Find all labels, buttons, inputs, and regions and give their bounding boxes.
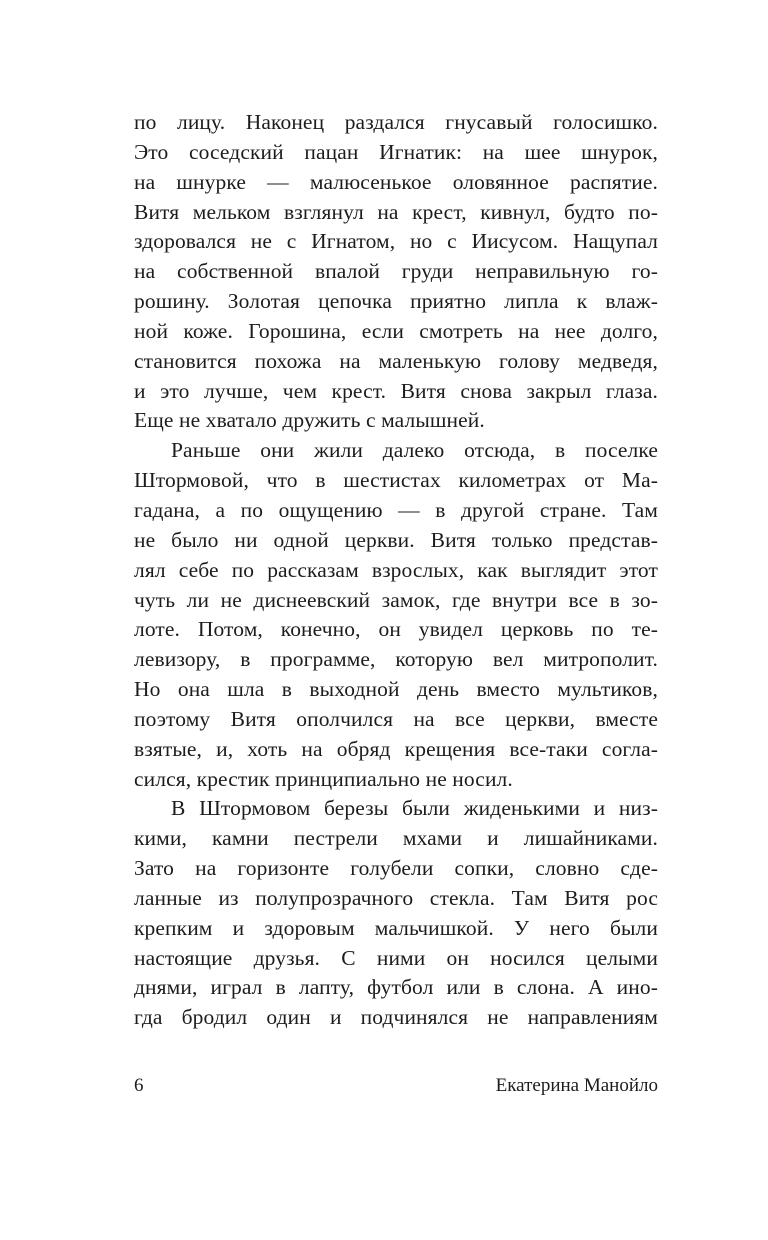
text-line: кими, камни пестрели мхами и лишайниками. — [134, 826, 658, 851]
text-line: настоящие друзья. С ними он носился целыми — [134, 945, 658, 970]
text-line: сился, крестик принципиально не носил. — [134, 766, 513, 791]
text-line: Еще не хватало дружить с малышней. — [134, 408, 485, 433]
text-line: на шнурке — малюсенькое оловянное распятие. — [134, 169, 658, 194]
text-line: чуть ли не диснеевский замок, где внутри все в зо- — [134, 587, 658, 612]
page-footer — [134, 1074, 658, 1098]
text-line: гадана, а по ощущению — в другой стране. Там — [134, 497, 658, 522]
text-line: лял себе по рассказам взрослых, как выглядит этот — [134, 557, 658, 582]
paragraph — [134, 794, 658, 1033]
text-line: Но она шла в выходной день вместо мультиков, — [134, 677, 658, 702]
text-line: Раньше они жили далеко отсюда, в поселке — [171, 438, 658, 463]
text-line: Зато на горизонте голубели сопки, словно сде- — [134, 856, 658, 881]
text-line: Витя мельком взглянул на крест, кивнул, будто по- — [134, 199, 658, 224]
paragraph — [134, 108, 658, 436]
page-number: 6 — [134, 1075, 144, 1096]
text-line: ной коже. Горошина, если смотреть на нее долго, — [134, 318, 658, 343]
text-line: ланные из полупрозрачного стекла. Там Витя рос — [134, 885, 658, 910]
text-line: Это соседский пацан Игнатик: на шее шнурок, — [134, 139, 658, 164]
footer-author: Екатерина Манойло — [495, 1075, 658, 1096]
text-line: днями, играл в лапту, футбол или в слона. А ино- — [134, 975, 658, 1000]
text-line: В Штормовом березы были жиденькими и низ- — [171, 796, 658, 821]
text-line: рошину. Золотая цепочка приятно липла к влаж- — [134, 289, 658, 314]
text-line: не было ни одной церкви. Витя только представ- — [134, 527, 658, 552]
text-block — [134, 108, 658, 1033]
text-line: гда бродил один и подчинялся не направлениям — [134, 1005, 658, 1030]
text-line: лоте. Потом, конечно, он увидел церковь по те- — [134, 617, 658, 642]
text-line: по лицу. Наконец раздался гнусавый голосишко. — [134, 110, 658, 134]
text-line: поэтому Витя ополчился на все церкви, вместе — [134, 706, 658, 731]
paragraph — [134, 436, 658, 794]
text-line: на собственной впалой груди неправильную го- — [134, 259, 658, 284]
text-line: и это лучше, чем крест. Витя снова закрыл глаза. — [134, 378, 658, 403]
text-line: здоровался не с Игнатом, но с Иисусом. Нащупал — [134, 229, 658, 254]
text-line: взятые, и, хоть на обряд крещения все-таки согла- — [134, 736, 658, 761]
text-line: левизору, в программе, которую вел митрополит. — [134, 647, 658, 672]
text-line: становится похожа на маленькую голову медведя, — [134, 348, 658, 373]
text-line: Штормовой, что в шестистах километрах от Ма- — [134, 468, 658, 493]
text-line: крепким и здоровым мальчишкой. У него были — [134, 915, 658, 940]
